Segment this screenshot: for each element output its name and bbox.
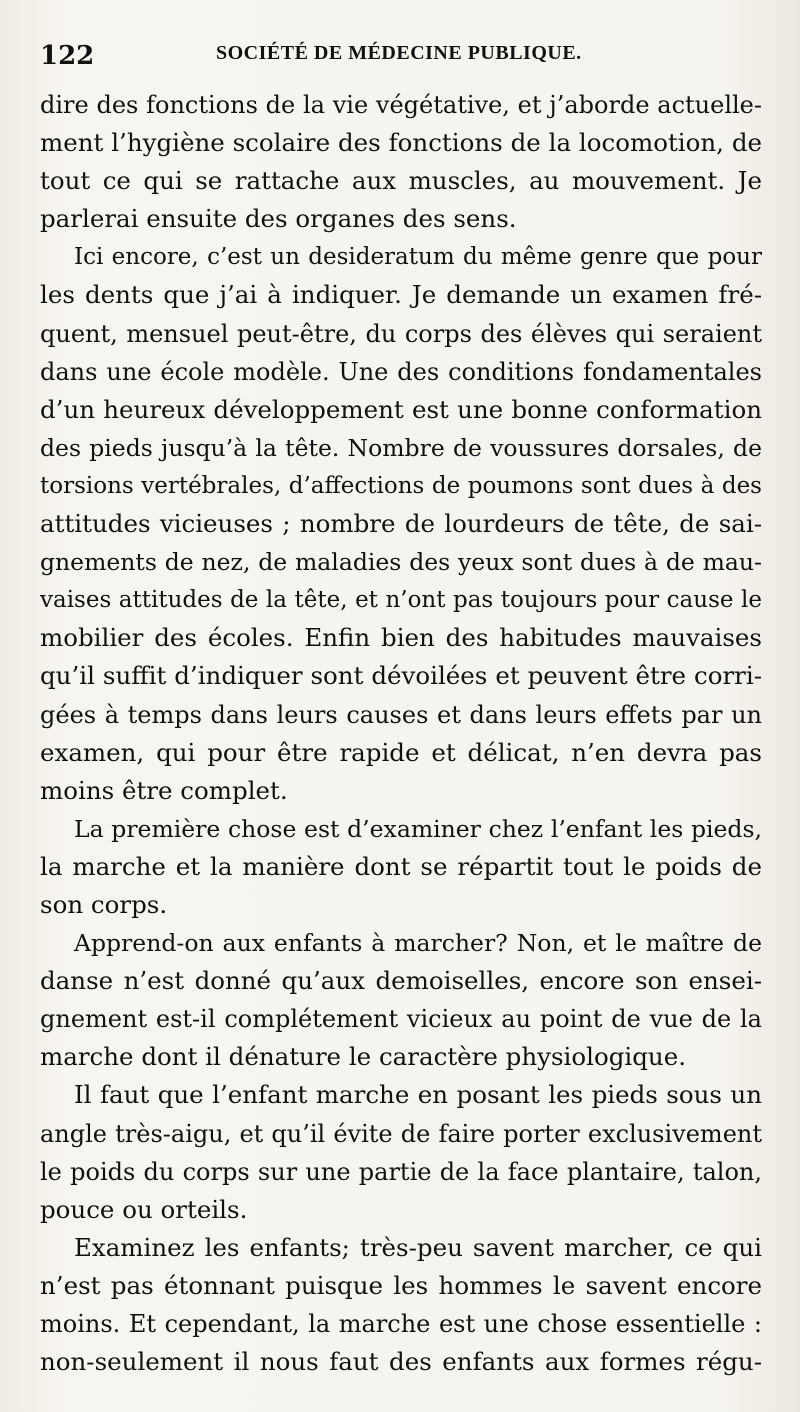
- text-line: des pieds jusqu’à la tête. Nombre de voussures dorsales, de: [40, 433, 762, 462]
- text-line: son corps.: [40, 889, 168, 919]
- text-line: qu’il suffit d’indiquer sont dévoilées et peuvent être corri-: [40, 661, 762, 691]
- page-header: [40, 36, 760, 76]
- text-line: parlerai ensuite des organes des sens.: [40, 204, 517, 234]
- text-line: n’est pas étonnant puisque les hommes le savent encore: [40, 1270, 762, 1300]
- text-line: gées à temps dans leurs causes et dans leurs effets par un: [40, 700, 762, 729]
- text-line: Il faut que l’enfant marche en posant les pieds sous un: [74, 1080, 762, 1110]
- text-line: d’un heureux développement est une bonne conformation: [40, 394, 762, 424]
- text-line: dans une école modèle. Une des conditions fondamentales: [40, 357, 762, 386]
- text-line: gnements de nez, de maladies des yeux sont dues à de mau-: [40, 548, 762, 577]
- page-number: 122: [40, 41, 95, 71]
- text-line: tout ce qui se rattache aux muscles, au mouvement. Je: [40, 166, 762, 196]
- text-line: pouce ou orteils.: [40, 1194, 248, 1224]
- text-line: La première chose est d’examiner chez l’enfant les pieds,: [74, 814, 762, 843]
- text-line: vaises attitudes de la tête, et n’ont pas toujours pour cause le: [40, 587, 762, 614]
- text-line: gnement est-il complétement vicieux au point de vue de la: [40, 1005, 762, 1034]
- text-line: les dents que j’ai à indiquer. Je demande un examen fré-: [40, 280, 762, 310]
- text-line: Examinez les enfants; très-peu savent marcher, ce qui: [74, 1232, 762, 1262]
- text-line: le poids du corps sur une partie de la face plantaire, talon,: [40, 1157, 762, 1186]
- text-line: attitudes vicieuses ; nombre de lourdeurs de tête, de sai-: [40, 509, 762, 539]
- text-line: ment l’hygiène scolaire des fonctions de la locomotion, de: [40, 128, 762, 158]
- text-line: moins. Et cependant, la marche est une chose essentielle :: [40, 1310, 762, 1338]
- text-line: Ici encore, c’est un desideratum du même genre que pour: [74, 244, 762, 271]
- text-line: Apprend-on aux enfants à marcher? Non, et le maître de: [74, 929, 762, 958]
- text-line: torsions vertébrales, d’affections de poumons sont dues à des: [40, 472, 762, 499]
- running-head: SOCIÉTÉ DE MÉDECINE PUBLIQUE.: [216, 42, 582, 64]
- body-text: [40, 86, 762, 1381]
- text-line: la marche et la manière dont se répartit tout le poids de: [40, 851, 762, 881]
- text-line: examen, qui pour être rapide et délicat, n’en devra pas: [40, 737, 762, 767]
- text-line: non-seulement il nous faut des enfants aux formes régu-: [40, 1347, 762, 1377]
- text-line: quent, mensuel peut-être, du corps des élèves qui seraient: [40, 319, 762, 348]
- text-line: danse n’est donné qu’aux demoiselles, encore son ensei-: [40, 966, 762, 996]
- text-line: moins être complet.: [40, 775, 288, 805]
- text-line: dire des fonctions de la vie végétative, et j’aborde actuelle-: [40, 91, 762, 119]
- text-line: mobilier des écoles. Enfin bien des habitudes mauvaises: [40, 623, 762, 653]
- text-line: angle très-aigu, et qu’il évite de faire porter exclusivement: [40, 1119, 762, 1148]
- text-line: marche dont il dénature le caractère physiologique.: [40, 1042, 686, 1072]
